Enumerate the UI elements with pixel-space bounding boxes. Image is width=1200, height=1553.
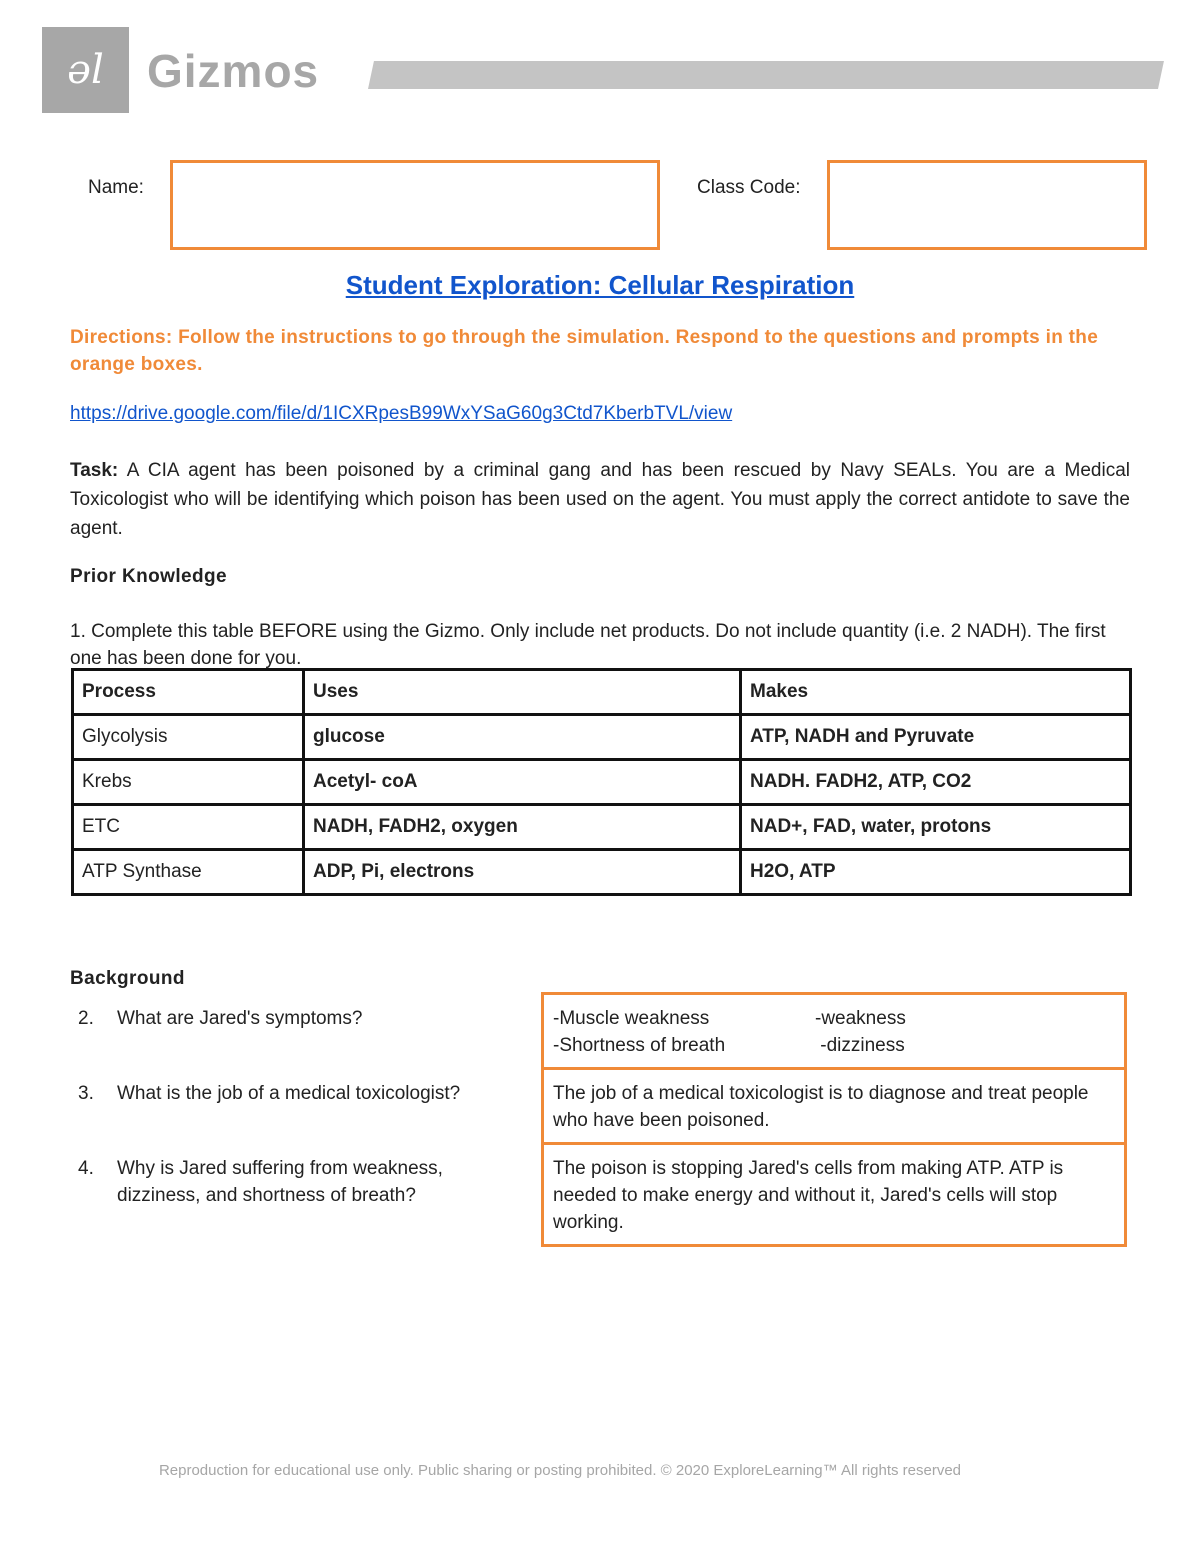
uses-cell[interactable]: NADH, FADH2, oxygen — [304, 805, 741, 850]
task-text: A CIA agent has been poisoned by a criminal gang and has been rescued by Navy SEALs. You are a Medical Toxicologist who will be identifying which poison has been used on the agent. You must apply the correct antidote to save the agent. — [70, 460, 1130, 539]
table-row — [73, 850, 1131, 895]
explorelearning-logo — [42, 27, 129, 113]
symptom-item: -Muscle weakness — [553, 1008, 710, 1029]
answer-3[interactable]: The job of a medical toxicologist is to diagnose and treat people who have been poisoned. — [544, 1070, 1124, 1145]
question-number: 4. — [78, 1158, 94, 1179]
makes-cell[interactable]: NAD+, FAD, water, protons — [741, 805, 1131, 850]
process-cell: Krebs — [73, 760, 304, 805]
symptom-item: -dizziness — [815, 1035, 905, 1056]
gizmos-brand: Gizmos — [147, 45, 320, 97]
uses-cell[interactable]: Acetyl- coA — [304, 760, 741, 805]
symptom-item: -Shortness of breath — [553, 1035, 726, 1056]
page-title: Student Exploration: Cellular Respiration — [345, 270, 855, 300]
uses-cell[interactable]: ADP, Pi, electrons — [304, 850, 741, 895]
footer-notice: Reproduction for educational use only. Public sharing or posting prohibited. © 2020 ExploreLearning™ All rights reserved — [158, 1462, 962, 1479]
question-text: What are Jared's symptoms? — [117, 1008, 363, 1029]
makes-cell[interactable]: H2O, ATP — [741, 850, 1131, 895]
answer-4[interactable]: The poison is stopping Jared's cells from making ATP. ATP is needed to make energy and without it, Jared's cells will stop working. — [553, 1158, 1064, 1233]
answer-boxes — [541, 992, 1127, 1247]
process-cell: ATP Synthase — [73, 850, 304, 895]
question-number: 3. — [78, 1083, 94, 1104]
directions: Directions: Follow the instructions to go through the simulation. Respond to the questions and prompts in the orange boxes. — [70, 327, 1099, 375]
header-makes: Makes — [741, 670, 1131, 715]
table-header-row — [73, 670, 1131, 715]
process-cell: ETC — [73, 805, 304, 850]
question-text: Why is Jared suffering from weakness, dizziness, and shortness of breath? — [117, 1158, 443, 1206]
question-text: What is the job of a medical toxicologist? — [117, 1083, 461, 1104]
class-code-field[interactable] — [827, 160, 1147, 250]
process-cell: Glycolysis — [73, 715, 304, 760]
makes-cell[interactable]: ATP, NADH and Pyruvate — [741, 715, 1131, 760]
header-bar — [368, 61, 1164, 89]
question-4 — [78, 1155, 518, 1215]
background-heading: Background — [70, 968, 185, 989]
table-row — [73, 760, 1131, 805]
task-paragraph — [70, 456, 1130, 543]
respiration-table — [71, 668, 1132, 896]
symptom-item: -weakness — [815, 1008, 906, 1029]
question-1: 1. Complete this table BEFORE using the Gizmo. Only include net products. Do not include quantity (i.e. 2 NADH). The first one has been done for you. — [70, 621, 1106, 669]
header-process: Process — [73, 670, 304, 715]
table-row — [73, 715, 1131, 760]
class-code-label: Class Code: — [697, 177, 801, 198]
prior-knowledge-heading: Prior Knowledge — [70, 566, 227, 587]
question-3 — [78, 1080, 518, 1110]
question-number: 2. — [78, 1008, 94, 1029]
answer-2[interactable] — [544, 995, 1124, 1070]
logo-glyph: əl — [67, 47, 104, 93]
table-row — [73, 805, 1131, 850]
makes-cell[interactable]: NADH. FADH2, ATP, CO2 — [741, 760, 1131, 805]
simulation-link[interactable]: https://drive.google.com/file/d/1ICXRpesB99WxYSaG60g3Ctd7KberbTVL/view — [70, 403, 733, 424]
name-field[interactable] — [170, 160, 660, 250]
header-uses: Uses — [304, 670, 741, 715]
question-2 — [78, 1005, 518, 1035]
uses-cell[interactable]: glucose — [304, 715, 741, 760]
task-label: Task: — [70, 460, 119, 481]
name-label: Name: — [88, 177, 144, 198]
